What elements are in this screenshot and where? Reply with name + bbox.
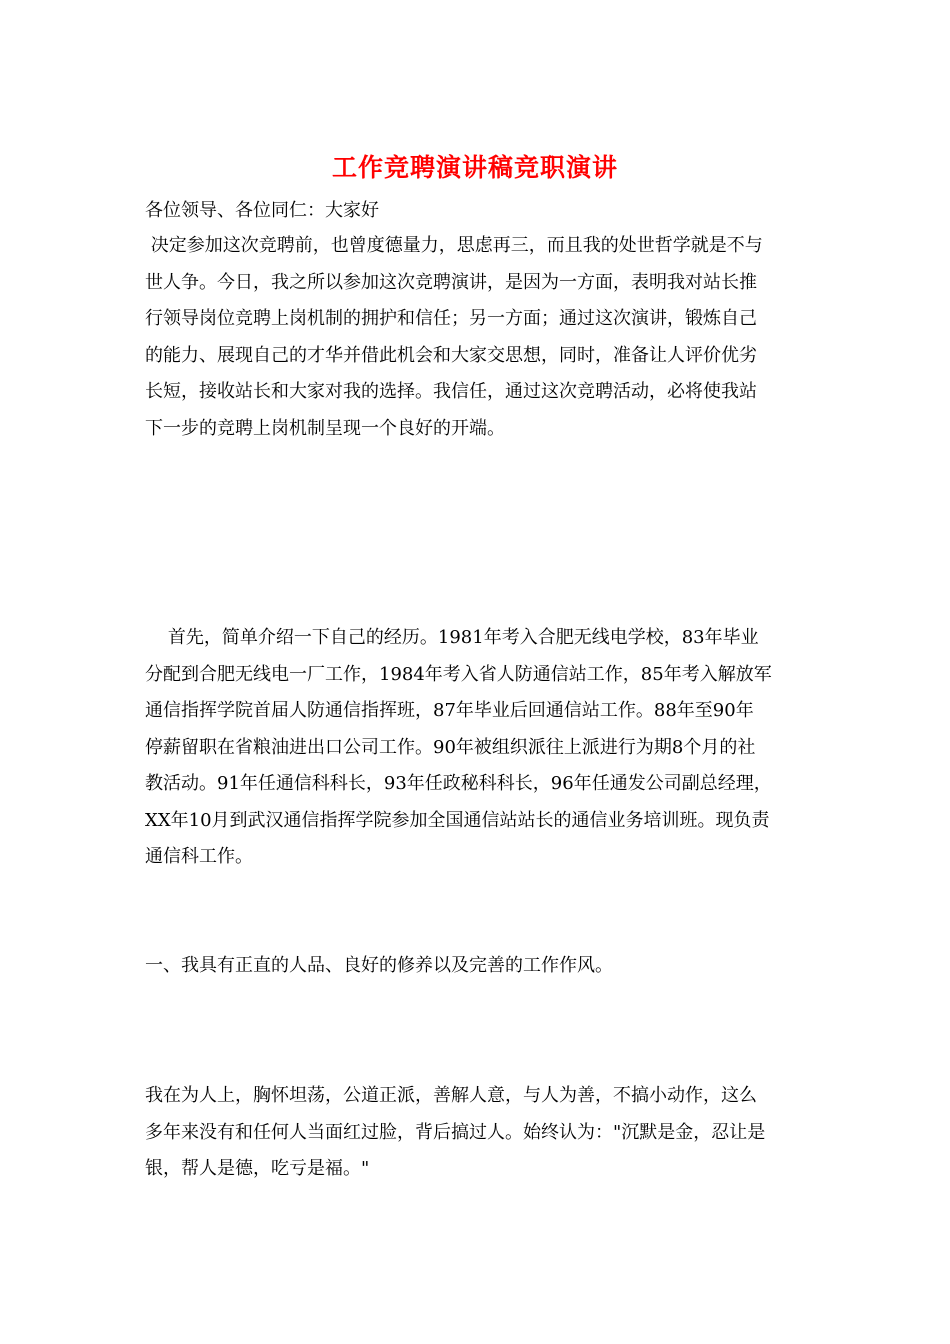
paragraph-intro [145,228,810,447]
text-line: 决定参加这次竞聘前，也曾度德量力，思虑再三，而且我的处世哲学就是不与 [145,235,763,256]
text-line: 分配到合肥无线电一厂工作，1984年考入省人防通信站工作，85年考入解放军 [145,663,772,685]
text-line: 我在为人上，胸怀坦荡，公道正派，善解人意，与人为善，不搞小动作，这么 [145,1085,757,1106]
section-heading [145,948,810,985]
text-line: XX年10月到武汉通信指挥学院参加全国通信站站长的通信业务培训班。现负责 [145,809,770,831]
text-line: 首先，简单介绍一下自己的经历。1981年考入合肥无线电学校，83年毕业 [145,627,759,648]
text-line: 通信科工作。 [145,846,253,867]
paragraph-experience [145,620,810,876]
text-line: 世人争。今日，我之所以参加这次竞聘演讲，是因为一方面，表明我对站长推 [145,271,757,293]
text-line: 停薪留职在省粮油进出口公司工作。90年被组织派往上派进行为期8个月的社 [145,736,756,758]
text-line: 通信指挥学院首届人防通信指挥班，87年毕业后回通信站工作。88年至90年 [145,700,754,721]
greeting: 各位领导、各位同仁：大家好 [145,200,379,221]
text-line: 下一步的竞聘上岗机制呈现一个良好的开端。 [145,417,505,439]
text-line: 教活动。91年任通信科科长，93年任政秘科科长，96年任通发公司副总经理， [145,773,772,794]
document-title: 工作竞聘演讲稿竞职演讲 [331,153,618,182]
text-line: 的能力、展现自己的才华并借此机会和大家交思想，同时，准备让人评价优劣 [145,344,757,366]
text-line: 银，帮人是德，吃亏是福。" [145,1158,370,1179]
text-line: 多年来没有和任何人当面红过脸，背后搞过人。始终认为："沉默是金，忍让是 [145,1121,766,1143]
text-line: 一、我具有正直的人品、良好的修养以及完善的工作作风。 [145,955,613,976]
paragraph-character [145,1078,810,1188]
text-line: 长短，接收站长和大家对我的选择。我信任，通过这次竞聘活动，必将使我站 [145,381,757,402]
text-line: 行领导岗位竞聘上岗机制的拥护和信任；另一方面；通过这次演讲，锻炼自己 [145,308,757,329]
